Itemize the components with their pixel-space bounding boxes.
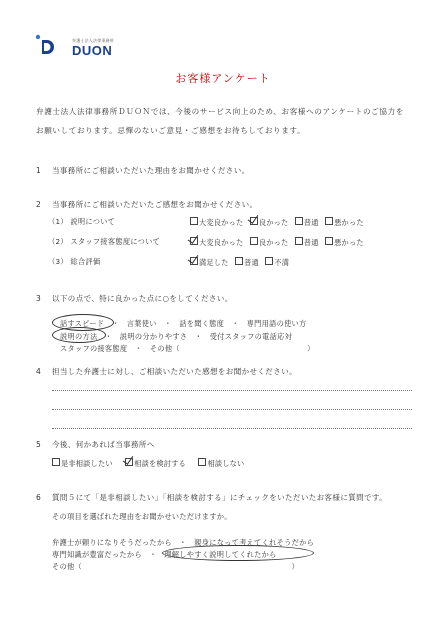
question-2 xyxy=(36,199,257,210)
handwritten-circle xyxy=(52,327,106,343)
q2-row-3-label: （3） 総合評価 xyxy=(48,257,101,266)
option-label: 普通 xyxy=(244,257,259,267)
q2-row2-checkbox-3[interactable] xyxy=(295,237,303,245)
question-6 xyxy=(36,492,387,503)
q2-row-2-options xyxy=(190,237,368,248)
question-4-number: 4 xyxy=(36,367,42,376)
option-label: 是非相談したい xyxy=(61,458,113,468)
option-label: 良かった xyxy=(258,237,289,247)
q2-row3-checkbox-2[interactable] xyxy=(235,257,243,265)
q5-checkbox-3[interactable] xyxy=(198,458,206,466)
question-1-text: 当事務所にご相談いただいた理由をお聞かせください。 xyxy=(52,166,250,175)
q6-choices-line-2[interactable]: 専門知識が豊富だったから ・ 理解しやすく説明してくれたから xyxy=(52,550,277,559)
question-4-text: 担当した弁護士に対し、ご相談いただいた感想をお聞かせください。 xyxy=(52,367,297,376)
question-3 xyxy=(36,293,233,304)
question-1-number: 1 xyxy=(36,166,42,175)
question-2-text: 当事務所にご相談いただいたご感想をお聞かせください。 xyxy=(52,200,258,209)
intro-line-1: 弁護士法人法律事務所ＤＵＯＮでは、今後のサービス向上のため、お客様へのアンケートのご協力を xyxy=(36,107,404,116)
logo-mark-icon xyxy=(34,34,56,54)
question-1 xyxy=(36,165,250,176)
q2-row1-checkbox-1[interactable] xyxy=(190,217,198,225)
q2-row2-checkbox-1[interactable] xyxy=(190,237,198,245)
q2-row-2-label: （2） スタッフ接客態度について xyxy=(48,237,161,246)
question-6-number: 6 xyxy=(36,493,42,502)
q2-row2-checkbox-4[interactable] xyxy=(325,237,333,245)
q2-row-1-options xyxy=(190,217,368,228)
logo-name: DUON xyxy=(72,43,113,58)
q5-options xyxy=(52,458,248,469)
answer-line[interactable] xyxy=(52,428,412,429)
question-3-text: 以下の点で、特に良かった点に○をしてください。 xyxy=(52,294,233,303)
answer-line[interactable] xyxy=(52,390,412,391)
q2-row1-checkbox-3[interactable] xyxy=(295,217,303,225)
q3-choices-line-3[interactable]: スタッフの接客態度 ・ その他（ ） xyxy=(60,344,315,353)
q2-row3-checkbox-1[interactable] xyxy=(190,257,198,265)
q3-choices-line-1[interactable]: 話すスピード ・ 言葉使い ・ 話を聞く態度 ・ 専門用語の使い方 xyxy=(60,319,307,328)
answer-line[interactable] xyxy=(52,409,412,410)
question-5 xyxy=(36,439,155,450)
question-2-number: 2 xyxy=(36,200,42,209)
option-label: 悪かった xyxy=(334,217,364,227)
question-6-subtext: その項目を選ばれた理由をお聞かせいただけますか。 xyxy=(52,512,232,521)
intro-line-2: お願いしております。忌憚のないご意見・ご感想をお待ちしております。 xyxy=(36,126,306,135)
q2-row1-checkbox-4[interactable] xyxy=(325,217,333,225)
q5-checkbox-1[interactable] xyxy=(52,458,60,466)
option-label: 悪かった xyxy=(334,237,364,247)
option-label: 大変良かった xyxy=(199,237,244,247)
logo-subtitle: 弁護士法人法律事務所 xyxy=(72,38,114,43)
q6-choices-line-1[interactable]: 弁護士が頼りになりそうだったから ・ 親身になって考えてくれそうだから xyxy=(52,538,315,547)
handwritten-circle xyxy=(162,545,314,561)
question-6-text: 質問５にて「是非相談したい」「相談を検討する」にチェックをいただいたお客様に質問です。 xyxy=(52,493,388,502)
question-5-number: 5 xyxy=(36,440,42,449)
option-label: 普通 xyxy=(303,217,319,227)
option-label: 良かった xyxy=(258,217,289,227)
q5-checkbox-2[interactable] xyxy=(125,458,133,466)
question-4 xyxy=(36,366,297,377)
option-label: 満足した xyxy=(199,257,229,267)
option-label: 相談しない xyxy=(207,458,245,468)
q2-row1-checkbox-2[interactable] xyxy=(250,217,258,225)
q2-row3-checkbox-3[interactable] xyxy=(265,257,273,265)
question-3-number: 3 xyxy=(36,294,42,303)
q2-row-1-label: （1） 説明について xyxy=(48,217,116,226)
option-label: 不満 xyxy=(274,257,290,267)
page-title: お客様アンケート xyxy=(175,72,271,85)
option-label: 相談を検討する xyxy=(134,458,186,468)
option-label: 大変良かった xyxy=(199,217,244,227)
q3-choices-line-2[interactable]: 説明の方法 ・ 説明の分かりやすさ ・ 受付スタッフの電話応対 xyxy=(60,332,293,341)
q2-row-3-options xyxy=(190,257,293,268)
question-5-text: 今後、何かあれば当事務所へ xyxy=(52,440,155,449)
option-label: 普通 xyxy=(303,237,319,247)
q2-row2-checkbox-2[interactable] xyxy=(250,237,258,245)
q6-choices-line-3[interactable]: その他（ ） xyxy=(52,562,300,571)
